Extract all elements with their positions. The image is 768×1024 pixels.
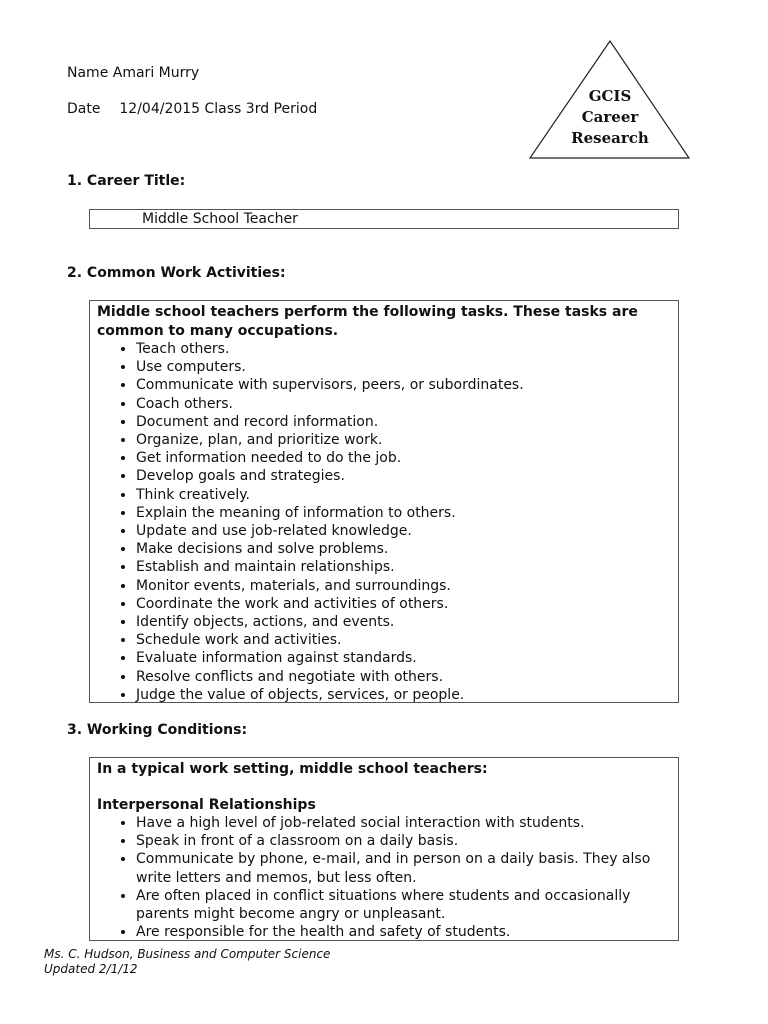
list-item: • Think creatively.	[136, 486, 678, 504]
section-2-heading: 2. Common Work Activities:	[67, 265, 286, 281]
list-item: • Organize, plan, and prioritize work.	[136, 431, 678, 449]
footer-updated: Updated 2/1/12	[44, 962, 138, 976]
date-label: Date	[67, 101, 101, 117]
list-item: • Are often placed in conflict situations where students and occasionally parents might become angry or unpleasant.	[136, 887, 678, 923]
list-item: • Resolve conflicts and negotiate with others.	[136, 668, 678, 686]
list-item: • Develop goals and strategies.	[136, 467, 678, 485]
list-item: • Get information needed to do the job.	[136, 449, 678, 467]
work-activities-list	[90, 340, 678, 704]
list-item: • Schedule work and activities.	[136, 631, 678, 649]
section-1-heading: 1. Career Title:	[67, 173, 186, 189]
list-item: • Judge the value of objects, services, or people.	[136, 686, 678, 704]
badge-line-2: Career	[581, 108, 639, 126]
career-title-box	[89, 209, 679, 229]
list-item: • Teach others.	[136, 340, 678, 358]
list-item: • Coordinate the work and activities of others.	[136, 595, 678, 613]
career-title-value: Middle School Teacher	[142, 211, 298, 227]
list-item: • Are responsible for the health and safety of students.	[136, 923, 678, 941]
badge-line-3: Research	[571, 129, 649, 147]
list-item: • Evaluate information against standards.	[136, 649, 678, 667]
name-label: Name	[67, 65, 109, 81]
list-item: • Identify objects, actions, and events.	[136, 613, 678, 631]
name-line	[67, 65, 199, 81]
footer-author: Ms. C. Hudson, Business and Computer Science	[44, 947, 331, 961]
date-value: 12/04/2015 Class 3rd Period	[119, 101, 318, 117]
list-item: • Communicate with supervisors, peers, or subordinates.	[136, 376, 678, 394]
list-item: • Document and record information.	[136, 413, 678, 431]
interpersonal-subheading: Interpersonal Relationships	[97, 796, 316, 813]
gcis-badge	[529, 40, 691, 160]
footer	[44, 947, 330, 977]
working-conditions-intro: In a typical work setting, middle school teachers:	[97, 761, 488, 777]
list-item: • Update and use job-related knowledge.	[136, 522, 678, 540]
working-conditions-list	[90, 814, 678, 941]
list-item: • Explain the meaning of information to others.	[136, 504, 678, 522]
name-value: Amari Murry	[112, 65, 200, 81]
list-item: • Coach others.	[136, 395, 678, 413]
list-item: • Monitor events, materials, and surroundings.	[136, 577, 678, 595]
badge-line-1: GCIS	[588, 87, 632, 105]
list-item: • Have a high level of job-related social interaction with students.	[136, 814, 678, 832]
list-item: • Establish and maintain relationships.	[136, 558, 678, 576]
date-line	[67, 101, 317, 117]
work-activities-box	[89, 300, 679, 703]
list-item: • Use computers.	[136, 358, 678, 376]
list-item: • Make decisions and solve problems.	[136, 540, 678, 558]
list-item: • Communicate by phone, e-mail, and in person on a daily basis. They also write letters and memos, but less often.	[136, 850, 678, 886]
list-item: • Speak in front of a classroom on a daily basis.	[136, 832, 678, 850]
section-3-heading: 3. Working Conditions:	[67, 722, 248, 738]
work-activities-intro: Middle school teachers perform the following tasks. These tasks are common to many occupations.	[97, 304, 638, 339]
working-conditions-box	[89, 757, 679, 941]
